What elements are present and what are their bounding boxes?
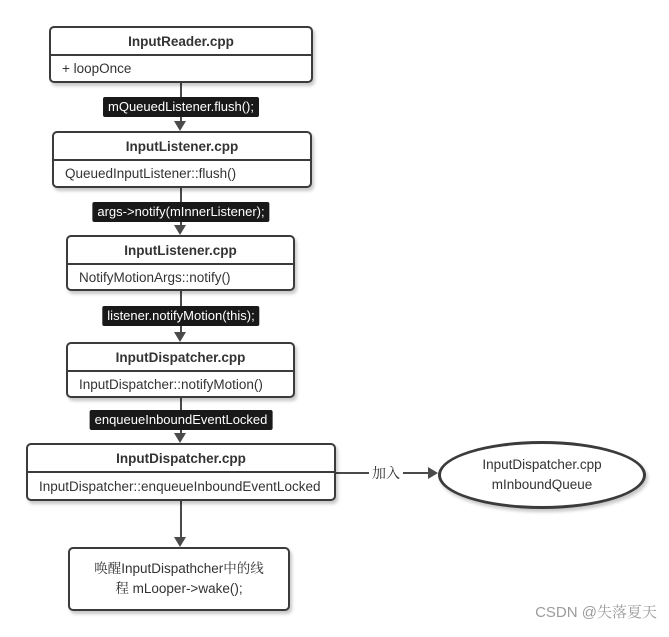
node-body: QueuedInputListener::flush() [65, 166, 237, 181]
node-input-dispatcher-enqueue [26, 443, 336, 501]
node-input-listener-notify [66, 235, 295, 291]
arrow-right-head [428, 467, 438, 479]
edge-label-chip: listener.notifyMotion(this); [102, 306, 259, 326]
arrow-down-head [174, 121, 186, 131]
arrow-down-head [174, 537, 186, 547]
end-node-line1: 唤醒InputDispathcher中的线 [94, 561, 264, 576]
edge-label-chip: mQueuedListener.flush(); [103, 97, 259, 117]
node-title: InputDispatcher.cpp [28, 445, 334, 473]
node-body: NotifyMotionArgs::notify() [79, 269, 231, 285]
node-body: InputDispatcher::enqueueInboundEventLocked [39, 478, 321, 494]
node-title: InputDispatcher.cpp [68, 344, 293, 372]
end-node-line2: 程 mLooper->wake(); [115, 581, 243, 596]
node-input-dispatcher-notify-motion [66, 342, 295, 398]
arrow-down-head [174, 225, 186, 235]
edge-label-join: 加入 [369, 464, 403, 482]
node-input-reader [49, 26, 313, 83]
node-input-listener-flush [52, 131, 312, 188]
node-title: InputReader.cpp [51, 28, 311, 56]
arrow-line [180, 501, 182, 538]
ellipse-line2: mInboundQueue [491, 477, 593, 492]
node-body: + loopOnce [62, 61, 132, 76]
node-title: InputListener.cpp [68, 237, 293, 265]
arrow-down-head [174, 332, 186, 342]
node-body: InputDispatcher::notifyMotion() [79, 376, 263, 392]
node-inbound-queue-ellipse [438, 441, 646, 509]
edge-label-chip: args->notify(mInnerListener); [92, 202, 269, 222]
ellipse-line1: InputDispatcher.cpp [482, 457, 602, 472]
arrow-down-head [174, 433, 186, 443]
node-wake-thread [68, 547, 290, 611]
csdn-watermark: CSDN @失落夏天 [535, 604, 657, 621]
edge-label-chip: enqueueInboundEventLocked [90, 410, 273, 430]
node-title: InputListener.cpp [54, 133, 310, 161]
